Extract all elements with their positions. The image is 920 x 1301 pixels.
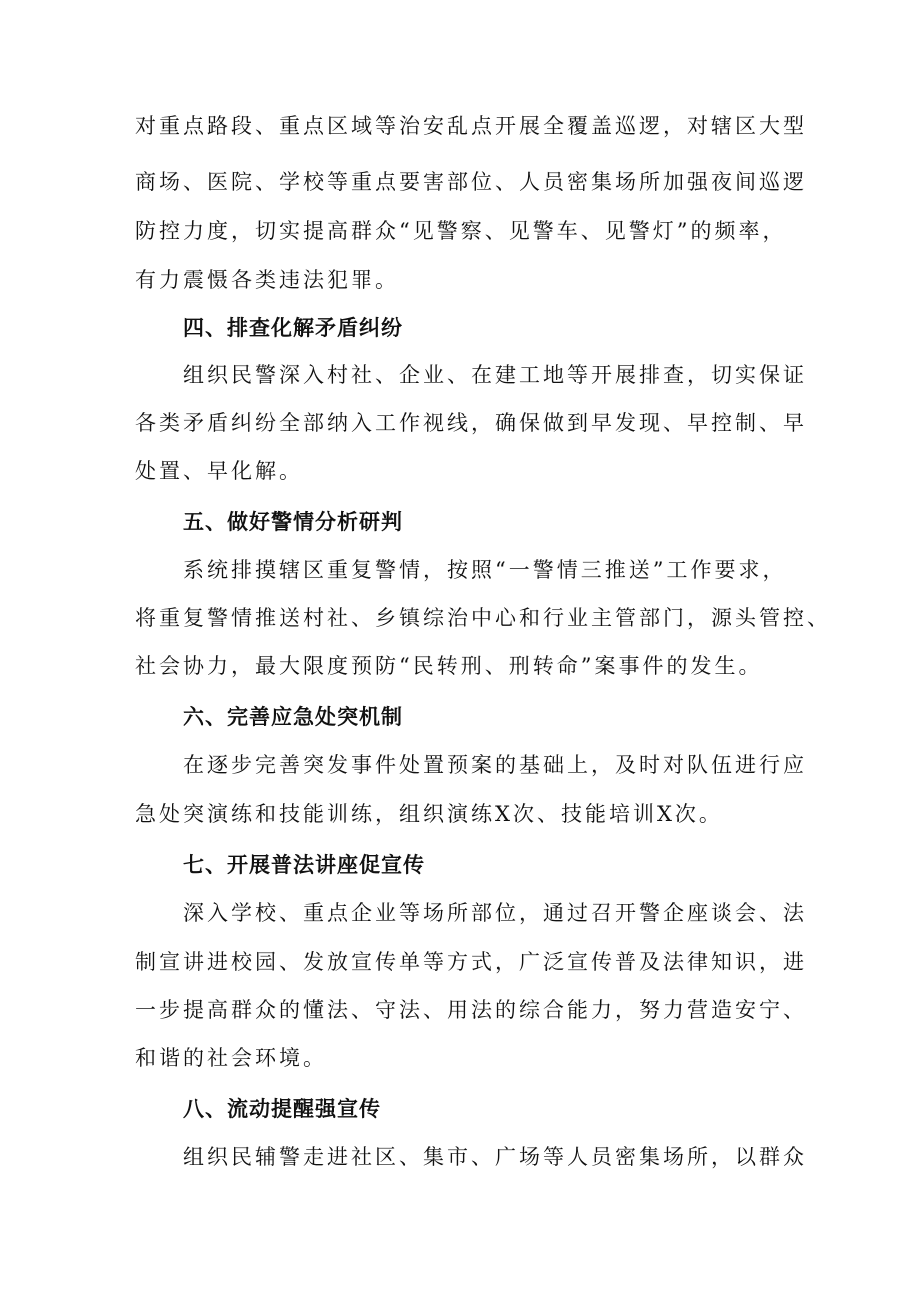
paragraph-line: 制宣讲进校园、发放宣传单等方式，广泛宣传普及法律知识，进 bbox=[135, 950, 807, 974]
section-heading: 六、完善应急处突机制 bbox=[183, 705, 403, 729]
paragraph-line: 处置、早化解。 bbox=[135, 459, 303, 483]
paragraph-line: 社会协力，最大限度预防“民转刑、刑转命”案事件的发生。 bbox=[135, 654, 763, 678]
paragraph-line: 有力震慑各类违法犯罪。 bbox=[135, 268, 399, 292]
paragraph-line: 一步提高群众的懂法、守法、用法的综合能力，努力营造安宁、 bbox=[135, 998, 807, 1022]
section-heading: 四、排查化解矛盾纠纷 bbox=[183, 316, 403, 340]
paragraph-line: 组织民警深入村社、企业、在建工地等开展排查，切实保证 bbox=[183, 363, 807, 387]
paragraph-line: 和谐的社会环境。 bbox=[135, 1046, 327, 1070]
paragraph-line: 组织民辅警走进社区、集市、广场等人员密集场所，以群众 bbox=[183, 1145, 807, 1169]
paragraph-line: 各类矛盾纠纷全部纳入工作视线，确保做到早发现、早控制、早 bbox=[135, 411, 807, 435]
paragraph-line: 深入学校、重点企业等场所部位，通过召开警企座谈会、法 bbox=[183, 901, 807, 925]
paragraph-line: 商场、医院、学校等重点要害部位、人员密集场所加强夜间巡逻 bbox=[135, 170, 807, 194]
section-heading: 五、做好警情分析研判 bbox=[183, 510, 403, 534]
section-heading: 七、开展普法讲座促宣传 bbox=[183, 853, 425, 877]
paragraph-line: 系统排摸辖区重复警情，按照“一警情三推送”工作要求， bbox=[183, 558, 787, 582]
paragraph-line: 将重复警情推送村社、乡镇综治中心和行业主管部门，源头管控、 bbox=[135, 606, 831, 630]
paragraph-line: 对重点路段、重点区域等治安乱点开展全覆盖巡逻，对辖区大型 bbox=[135, 114, 807, 138]
paragraph-line: 急处突演练和技能训练，组织演练X次、技能培训X次。 bbox=[135, 802, 723, 826]
paragraph-line: 在逐步完善突发事件处置预案的基础上，及时对队伍进行应 bbox=[183, 753, 807, 777]
paragraph-line: 防控力度，切实提高群众“见警察、见警车、见警灯”的频率， bbox=[135, 219, 787, 243]
section-heading: 八、流动提醒强宣传 bbox=[183, 1097, 381, 1121]
